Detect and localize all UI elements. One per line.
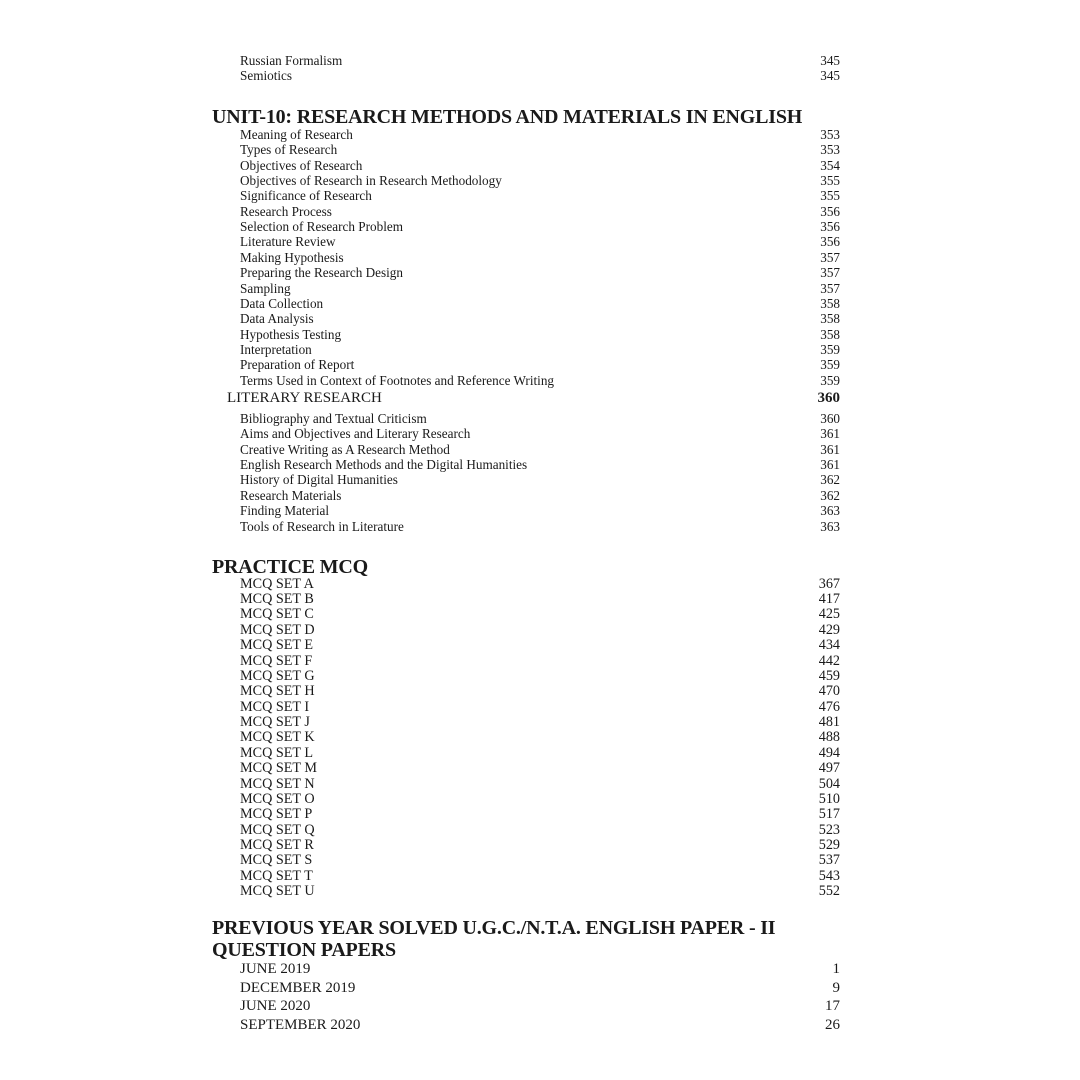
toc-entry [240,158,840,173]
toc-entry [240,411,840,426]
toc-entry-title: JUNE 2019 [240,961,311,977]
toc-entry-title: MCQ SET L [240,745,314,761]
toc-entry-page: 356 [820,234,840,249]
toc-entry [240,669,840,684]
toc-entry-page: 357 [820,265,840,280]
toc-entry-title: Preparation of Report [240,357,355,372]
toc-entry [240,311,840,326]
toc-entry-title: Bibliography and Textual Criticism [240,411,427,426]
toc-entry-title: Types of Research [240,142,338,157]
toc-entry-title: MCQ SET B [240,591,314,607]
toc-entry [240,373,840,388]
toc-entry-title: MCQ SET D [240,622,315,638]
toc-entry-page: 470 [818,683,840,699]
toc-entry-title: Making Hypothesis [240,250,344,265]
toc-entry-page: 367 [818,576,840,592]
toc-entry-title: Research Process [240,204,332,219]
toc-entry [240,853,840,868]
toc-entry-page: 359 [820,373,840,388]
toc-entry-title: MCQ SET J [240,714,310,730]
toc-entry-title: MCQ SET Q [240,822,315,838]
toc-entry [240,204,840,219]
toc-entry-page: 494 [818,745,840,761]
toc-entry-title: MCQ SET O [240,791,315,807]
toc-entry [240,997,840,1015]
toc-entry [240,488,840,503]
previous-year-heading-line-1: PREVIOUS YEAR SOLVED U.G.C./N.T.A. ENGLISH PAPER - II [212,917,776,939]
toc-entry-title: History of Digital Humanities [240,472,398,487]
toc-entry [240,592,840,607]
toc-entry-title: MCQ SET N [240,776,315,792]
toc-entry [240,700,840,715]
toc-entry [240,777,840,792]
toc-entry [240,746,840,761]
toc-entry [240,960,840,978]
toc-entry-page: 358 [820,311,840,326]
toc-entry-title: Data Collection [240,296,324,311]
toc-entry [240,265,840,280]
toc-entry-title: MCQ SET F [240,653,313,669]
toc-entry-page: 356 [820,219,840,234]
toc-entry-title: MCQ SET E [240,637,314,653]
toc-entry [240,715,840,730]
toc-entry-title: Data Analysis [240,311,314,326]
toc-entry-page: 353 [820,127,840,142]
toc-entry-title: JUNE 2020 [240,998,311,1014]
toc-entry [240,234,840,249]
toc-entry-page: 517 [818,806,840,822]
toc-entry-page: 361 [820,426,840,441]
toc-entry [240,761,840,776]
toc-entry-title: Semiotics [240,68,293,83]
toc-entry [240,654,840,669]
toc-entry [240,979,840,997]
toc-entry-page: 552 [818,883,840,899]
toc-entry-page: 497 [818,760,840,776]
toc-entry-title: MCQ SET S [240,852,313,868]
toc-entry [240,442,840,457]
toc-entry-title: Creative Writing as A Research Method [240,442,450,457]
toc-entry-title: Russian Formalism [240,53,343,68]
toc-entry [240,327,840,342]
toc-entry-title: Terms Used in Context of Footnotes and Reference Writing [240,373,554,388]
toc-entry-page: 357 [820,281,840,296]
toc-entry [240,869,840,884]
toc-entry [240,884,840,899]
toc-entry-title: MCQ SET G [240,668,315,684]
toc-entry-title: DECEMBER 2019 [240,980,356,996]
toc-entry-title: MCQ SET P [240,806,313,822]
toc-entry-page: 362 [820,488,840,503]
toc-entry-page: 417 [818,591,840,607]
toc-entry-page: 481 [818,714,840,730]
toc-entry [240,53,840,68]
previous-year-heading-line-2: QUESTION PAPERS [212,939,396,961]
toc-entry [240,188,840,203]
toc-entry-page: 361 [820,442,840,457]
toc-entry-page: 355 [820,173,840,188]
toc-entry-title: MCQ SET R [240,837,314,853]
toc-entry-title: Research Materials [240,488,342,503]
toc-entry-page: 354 [820,158,840,173]
toc-entry-title: Objectives of Research in Research Methodology [240,173,502,188]
toc-entry [240,472,840,487]
toc-entry [240,342,840,357]
toc-entry-page: 355 [820,188,840,203]
toc-entry [240,577,840,592]
toc-entry-title: Sampling [240,281,291,296]
toc-entry [240,142,840,157]
toc-entry [240,173,840,188]
toc-entry [240,1016,840,1034]
toc-entry-page: 363 [820,503,840,518]
toc-entry-page: 429 [818,622,840,638]
toc-entry-page: 26 [825,1017,840,1033]
toc-entry [240,503,840,518]
toc-entry-title: Literature Review [240,234,336,249]
toc-entry-title: MCQ SET M [240,760,317,776]
toc-entry [240,823,840,838]
toc-entry-title: English Research Methods and the Digital Humanities [240,457,528,472]
toc-entry-title: Significance of Research [240,188,372,203]
toc-entry-title: MCQ SET A [240,576,314,592]
toc-entry-title: Tools of Research in Literature [240,519,404,534]
toc-entry [240,792,840,807]
toc-entry [240,296,840,311]
toc-entry-title: Finding Material [240,503,330,518]
toc-entry [240,219,840,234]
toc-entry-page: 356 [820,204,840,219]
toc-entry-page: 476 [818,699,840,715]
toc-entry [240,807,840,822]
toc-entry-page: 361 [820,457,840,472]
toc-entry-page: 488 [818,729,840,745]
toc-entry-page: 357 [820,250,840,265]
toc-entry-title: MCQ SET K [240,729,315,745]
toc-entry-title: Aims and Objectives and Literary Research [240,426,471,441]
toc-entry-page: 345 [820,68,840,83]
toc-subsection [227,390,840,407]
toc-entry-page: 510 [818,791,840,807]
toc-entry-page: 9 [832,980,840,996]
toc-entry-page: 523 [818,822,840,838]
unit-10-heading: UNIT-10: RESEARCH METHODS AND MATERIALS IN ENGLISH [212,106,803,128]
toc-entry-page: 543 [818,868,840,884]
toc-entry-page: 353 [820,142,840,157]
toc-entry-page: 459 [818,668,840,684]
toc-entry-title: Meaning of Research [240,127,353,142]
toc-entry-page: 1 [832,961,840,977]
toc-entry [240,638,840,653]
toc-entry-page: 345 [820,53,840,68]
toc-entry-title: MCQ SET T [240,868,313,884]
toc-entry-title: Interpretation [240,342,312,357]
toc-entry [240,457,840,472]
toc-entry-page: 358 [820,327,840,342]
toc-subsection-title: LITERARY RESEARCH [227,390,382,406]
toc-entry-page: 434 [818,637,840,653]
toc-entry [240,607,840,622]
toc-entry-title: Hypothesis Testing [240,327,342,342]
toc-entry-page: 537 [818,852,840,868]
toc-entry-title: MCQ SET I [240,699,310,715]
toc-entry [240,281,840,296]
toc-entry-page: 17 [825,998,840,1014]
toc-entry-title: MCQ SET H [240,683,315,699]
toc-entry-title: Selection of Research Problem [240,219,403,234]
toc-entry [240,684,840,699]
toc-entry [240,519,840,534]
toc-entry-title: Preparing the Research Design [240,265,403,280]
toc-entry-page: 358 [820,296,840,311]
toc-entry-title: MCQ SET C [240,606,314,622]
toc-entry [240,357,840,372]
toc-entry [240,623,840,638]
toc-entry [240,250,840,265]
toc-entry-title: SEPTEMBER 2020 [240,1017,361,1033]
toc-entry [240,426,840,441]
toc-entry [240,730,840,745]
toc-entry-page: 363 [820,519,840,534]
toc-subsection-page: 360 [817,390,840,406]
toc-entry-page: 360 [820,411,840,426]
toc-entry-page: 359 [820,342,840,357]
toc-entry [240,127,840,142]
toc-entry-page: 504 [818,776,840,792]
practice-mcq-heading: PRACTICE MCQ [212,556,368,578]
toc-entry-page: 425 [818,606,840,622]
toc-entry-title: Objectives of Research [240,158,363,173]
toc-entry-page: 529 [818,837,840,853]
toc-entry [240,838,840,853]
toc-entry-title: MCQ SET U [240,883,315,899]
toc-entry [240,68,840,83]
toc-entry-page: 442 [818,653,840,669]
toc-entry-page: 359 [820,357,840,372]
toc-entry-page: 362 [820,472,840,487]
